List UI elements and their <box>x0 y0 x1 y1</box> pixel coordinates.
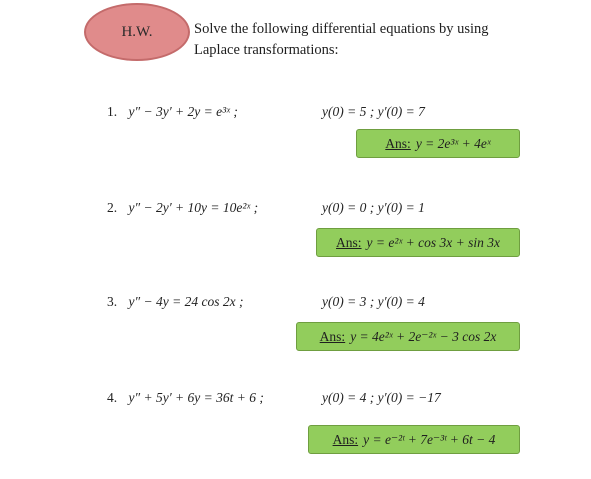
problem-1-initial-conditions: y(0) = 5 ; y′(0) = 7 <box>322 104 425 119</box>
instructions-line-1: Solve the following differential equations by using <box>194 21 489 37</box>
problem-3-initial-conditions: y(0) = 3 ; y′(0) = 4 <box>322 294 425 309</box>
problem-2-initial-conditions: y(0) = 0 ; y′(0) = 1 <box>322 200 425 215</box>
problem-2-equation-row <box>107 200 258 216</box>
problem-1-answer: y = 2e³ˣ + 4eˣ <box>415 135 491 151</box>
problem-2 <box>0 200 591 220</box>
problem-4-answer: y = e⁻²ᵗ + 7e⁻³ᵗ + 6t − 4 <box>363 431 496 447</box>
problem-3-answer-box <box>296 322 520 351</box>
problem-4 <box>0 390 591 410</box>
problem-4-equation-row <box>107 390 264 406</box>
problem-1-answer-box <box>356 129 520 158</box>
problem-1-equation: y″ − 3y′ + 2y = e³ˣ ; <box>128 104 238 119</box>
instructions <box>194 19 534 61</box>
hw-badge <box>84 3 190 61</box>
problem-3-answer: y = 4e²ˣ + 2e⁻²ˣ − 3 cos 2x <box>350 328 497 344</box>
problem-4-answer-label: Ans: <box>332 431 359 447</box>
hw-badge-label: H.W. <box>121 23 153 40</box>
problem-3-equation-row <box>107 294 243 310</box>
problem-2-answer-label: Ans: <box>336 234 362 250</box>
problem-3-number: 3. <box>107 294 118 309</box>
problem-1-number: 1. <box>107 104 118 119</box>
problem-3-equation: y″ − 4y = 24 cos 2x ; <box>128 294 244 309</box>
problem-4-initial-conditions: y(0) = 4 ; y′(0) = −17 <box>322 390 441 405</box>
problem-4-equation: y″ + 5y′ + 6y = 36t + 6 ; <box>128 390 264 405</box>
problem-3 <box>0 294 591 314</box>
problem-4-answer-box <box>308 425 520 454</box>
problem-1-equation-row <box>107 104 238 120</box>
problem-3-answer-label: Ans: <box>319 328 346 344</box>
problem-2-number: 2. <box>107 200 118 215</box>
problem-1-answer-label: Ans: <box>385 135 411 151</box>
problem-2-equation: y″ − 2y′ + 10y = 10e²ˣ ; <box>128 200 259 215</box>
problem-1 <box>0 104 591 124</box>
problem-2-answer-box <box>316 228 520 257</box>
problem-4-number: 4. <box>107 390 118 405</box>
problem-2-answer: y = e²ˣ + cos 3x + sin 3x <box>366 234 500 250</box>
instructions-line-2: Laplace transformations: <box>194 42 339 58</box>
